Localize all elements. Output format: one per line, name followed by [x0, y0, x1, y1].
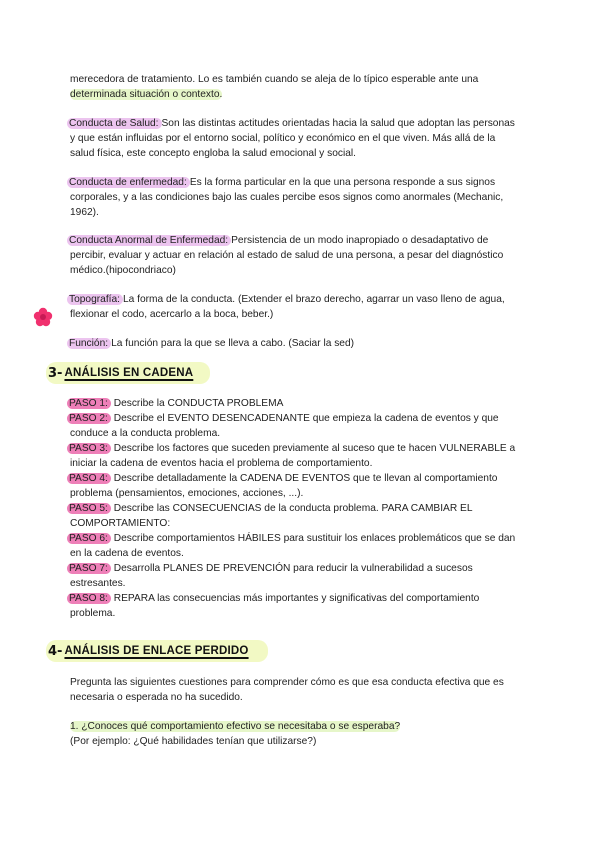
- funcion-term: Función:: [67, 338, 111, 349]
- paso-text: Describe detalladamente la CADENA DE EVENTOS que te llevan al comportamiento problema (pensamientos, emociones, acciones, ...).: [70, 473, 498, 499]
- paso-text: Describe las CONSECUENCIAS de la conducta problema. PARA CAMBIAR EL COMPORTAMIENTO:: [70, 503, 473, 529]
- pasos-list: [70, 396, 520, 621]
- paso-item: [70, 471, 520, 501]
- paso-text: Desarrolla PLANES DE PREVENCIÓN para reducir la vulnerabilidad a sucesos estresantes.: [70, 563, 473, 589]
- funcion-paragraph: [70, 336, 520, 351]
- conducta-enfermedad-paragraph: [70, 175, 520, 220]
- conducta-salud-term: Conducta de Salud:: [67, 118, 162, 129]
- topografia-text: La forma de la conducta. (Extender el brazo derecho, agarrar un vaso lleno de agua, flexionar el codo, acercarlo a la boca, beber.): [70, 294, 505, 320]
- section-4-heading: [48, 641, 249, 661]
- enlace-question-1: [70, 719, 520, 749]
- conducta-anormal-term: Conducta Anormal de Enfermedad:: [67, 235, 231, 246]
- enlace-question-1-example: (Por ejemplo: ¿Qué habilidades tenían que utilizarse?): [70, 736, 317, 747]
- section-3-heading: [48, 363, 193, 383]
- enlace-question-1-text: 1. ¿Conoces qué comportamiento efectivo se necesitaba o se esperaba?: [70, 721, 401, 732]
- paso-text: Describe comportamientos HÁBILES para sustituir los enlaces problemáticos que se dan en la cadena de eventos.: [70, 533, 516, 559]
- section-3-number: 3-: [48, 365, 63, 381]
- paso-label: PASO 4:: [67, 473, 111, 484]
- paso-label: PASO 6:: [67, 533, 111, 544]
- section-4-number: 4-: [48, 643, 63, 659]
- paso-label: PASO 5:: [67, 503, 111, 514]
- paso-label: PASO 1:: [67, 398, 111, 409]
- conducta-anormal-paragraph: [70, 233, 520, 278]
- intro-paragraph: [70, 72, 520, 102]
- enlace-intro: Pregunta las siguientes cuestiones para comprender cómo es que esa conducta efectiva que es necesaria o esperada no ha sucedido.: [70, 677, 504, 703]
- conducta-salud-text: Son las distintas actitudes orientadas hacia la salud que adoptan las personas y que están influidas por el entorno social, político y económico en el que viven. Más allá de la salud física, este concepto engloba la salud emocional y social.: [70, 118, 515, 159]
- conducta-enfermedad-term: Conducta de enfermedad:: [67, 177, 190, 188]
- conducta-anormal-text: Persistencia de un modo inapropiado o desadaptativo de percibir, evaluar y actuar en relación al estado de salud de una persona, a pesar del diagnóstico médico.(hipocondriaco): [70, 235, 504, 276]
- paso-item: [70, 531, 520, 561]
- paso-item: [70, 411, 520, 441]
- intro-line-1: merecedora de tratamiento. Lo es también cuando se aleja de lo típico esperable ante una: [70, 74, 479, 85]
- topografia-paragraph: [70, 292, 520, 322]
- paso-item: [70, 441, 520, 471]
- paso-label: PASO 2:: [67, 413, 111, 424]
- paso-text: REPARA las consecuencias más importantes y significativas del comportamiento problema.: [70, 593, 480, 619]
- paso-item: [70, 501, 520, 531]
- paso-text: Describe los factores que suceden previamente al suceso que te hacen VULNERABLE a iniciar la cadena de eventos hacia el problema de comportamiento.: [70, 443, 516, 469]
- section-3-title: ANÁLISIS EN CADENA: [64, 367, 194, 379]
- flower-icon: [33, 307, 53, 327]
- paso-item: [70, 591, 520, 621]
- paso-label: PASO 3:: [67, 443, 111, 454]
- section-4-title: ANÁLISIS DE ENLACE PERDIDO: [64, 645, 249, 657]
- funcion-text: La función para la que se lleva a cabo. (Saciar la sed): [111, 338, 355, 349]
- conducta-enfermedad-text: Es la forma particular en la que una persona responde a sus signos corporales, y a las condiciones bajo las cuales percibe esos signos como anormales (Mechanic, 1962).: [70, 177, 504, 218]
- paso-item: [70, 561, 520, 591]
- paso-item: [70, 396, 520, 411]
- paso-label: PASO 7:: [67, 563, 111, 574]
- paso-text: Describe el EVENTO DESENCADENANTE que empieza la cadena de eventos y que conduce a la conducta problema.: [70, 413, 499, 439]
- topografia-term: Topografía:: [67, 294, 123, 305]
- paso-label: PASO 8:: [67, 593, 111, 604]
- intro-line-2: determinada situación o contexto.: [70, 89, 223, 100]
- conducta-salud-paragraph: [70, 116, 520, 161]
- paso-text: Describe la CONDUCTA PROBLEMA: [110, 398, 284, 409]
